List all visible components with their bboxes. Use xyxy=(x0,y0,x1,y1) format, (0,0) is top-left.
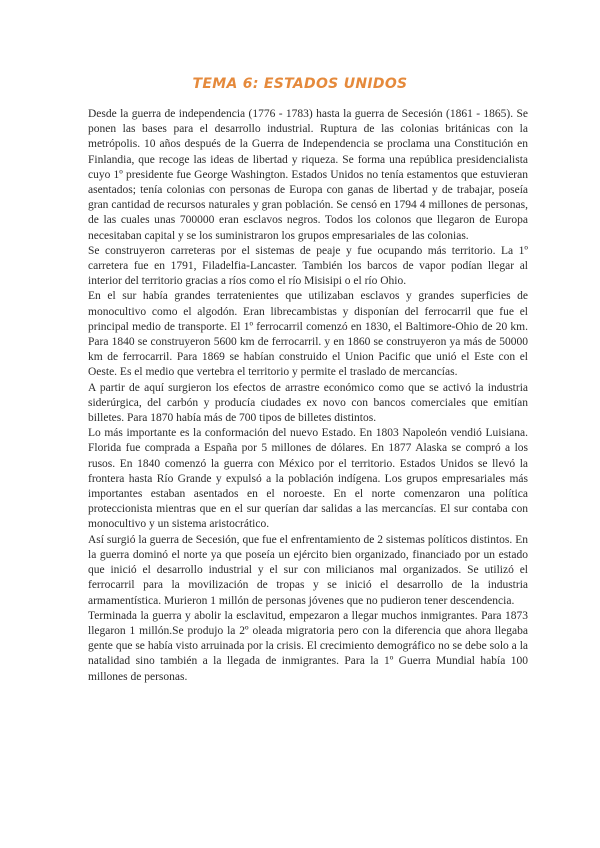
paragraph: Desde la guerra de independencia (1776 - 1783) hasta la guerra de Secesión (1861 - 1865). Se ponen las bases para el desarrollo industrial. Ruptura de las colonias británicas con la metrópolis. 10 años después de la Guerra de Independencia se proclama una Constitución en Finlandia, que recoge las ideas de libertad y riqueza. Se forma una república presidencialista cuyo 1º presidente fue George Washington. Estados Unidos no tenía estamentos que estuvieran asentados; tenía colonias con personas de Europa con ganas de libertad y de trabajar, poseía gran cantidad de recursos naturales y gran población. Se censó en 1794 4 millones de personas, de las cuales unas 700000 eran esclavos negros. Todos los colonos que llegaron de Europa necesitaban capital y se los suministraron los grupos empresariales de las colonias. xyxy=(88,108,528,242)
paragraph: A partir de aquí surgieron los efectos de arrastre económico como que se activó la industria siderúrgica, del carbón y producía ciudades ex novo con bancos comerciales que emitían billetes. Para 1870 había más de 700 tipos de billetes distintos. xyxy=(88,381,528,425)
paragraph: Se construyeron carreteras por el sistemas de peaje y fue ocupando más territorio. La 1º carretera fue en 1791, Filadelfia-Lancaster. También los barcos de vapor podían llegar al interior del territorio gracias a ríos como el río Misisipi o el río Ohio. xyxy=(88,244,528,288)
paragraph: Así surgió la guerra de Secesión, que fue el enfrentamiento de 2 sistemas políticos distintos. En la guerra dominó el norte ya que poseía un ejército bien organizado, financiado por un estado que inició el desarrollo industrial y el sur con milicianos mal organizados. Se utilizó el ferrocarril para la movilización de tropas y se inició el desarrollo de la industria armamentística. Murieron 1 millón de personas jóvenes que no pudieron tener descendencia. xyxy=(88,533,528,607)
paragraph: Lo más importante es la conformación del nuevo Estado. En 1803 Napoleón vendió Luisiana. Florida fue comprada a España por 5 millones de dólares. En 1877 Alaska se compró a los rusos. En 1840 comenzó la guerra con México por el territorio. Estados Unidos se llevó la frontera hasta Río Grande y expulsó a la población indígena. Los grupos empresariales más importantes estaban asentados en el noroeste. En el norte comenzaron una política proteccionista mientras que en el sur querían dar salidas a las mercancías. El sur contaba con monocultivo y un sistema aristocrático. xyxy=(88,427,528,531)
page-title: TEMA 6: ESTADOS UNIDOS xyxy=(192,76,408,92)
paragraph: Terminada la guerra y abolir la esclavitud, empezaron a llegar muchos inmigrantes. Para 1873 llegaron 1 millón.Se produjo la 2º oleada migratoria pero con la diferencia que ahora llegaba gente que se había visto arruinada por la crisis. El crecimiento demográfico no se debe solo a la natalidad sino también a la llegada de inmigrantes. Para la 1º Guerra Mundial había 100 millones de personas. xyxy=(88,609,528,683)
paragraph: En el sur había grandes terratenientes que utilizaban esclavos y grandes superficies de monocultivo como el algodón. Eran librecambistas y disponían del ferrocarril que fue el principal medio de transporte. El 1º ferrocarril comenzó en 1830, el Baltimore-Ohio de 20 km. Para 1840 se construyeron 5600 km de ferrocarril. y en 1860 se construyeron ya más de 50000 km de ferrocarril. Para 1869 se habían construido el Union Pacific que unió el Este con el Oeste. Es el medio que vertebra el territorio y permite el traslado de mercancías. xyxy=(88,290,528,379)
document-body xyxy=(88,107,528,685)
